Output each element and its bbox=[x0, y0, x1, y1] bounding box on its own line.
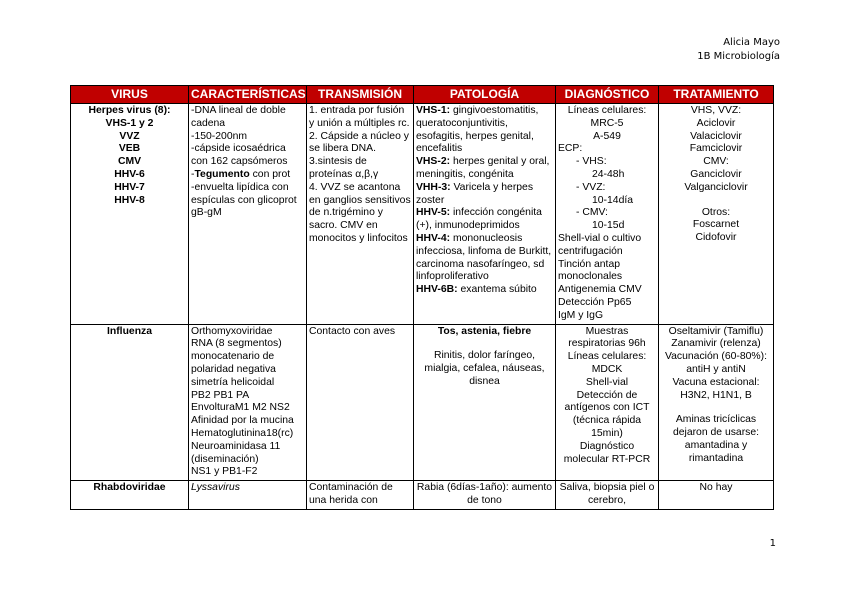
col-header-diagnostico: DIAGNÓSTICO bbox=[556, 86, 659, 104]
diag-line: A-549 bbox=[593, 130, 621, 142]
trat-line: Otros: bbox=[701, 206, 731, 218]
header-subject: 1B Microbiología bbox=[697, 51, 780, 62]
trat-line: Valganciclovir bbox=[684, 181, 748, 193]
influenza-transmision-cell: Contacto con aves bbox=[307, 324, 414, 481]
diag-vhs: - VHS: bbox=[576, 156, 607, 168]
flu-trat-line: Vacuna estacional: H3N2, H1N1, B bbox=[672, 376, 760, 401]
flu-diag-line: Líneas celulares: bbox=[567, 351, 647, 363]
influenza-caracteristicas-cell bbox=[189, 324, 307, 481]
herpes-transmision-cell bbox=[307, 104, 414, 325]
trat-line: Famciclovir bbox=[689, 143, 743, 155]
trat-line: VHS, VVZ: bbox=[690, 105, 742, 116]
herpes-trans-line: 1. entrada por fusión y unión a múltiples rc. bbox=[309, 105, 410, 129]
herpes-trans-line: 3.sintesis de proteínas α,β,γ bbox=[309, 156, 379, 180]
pat-text: mononucleosis infecciosa, linfoma de Burkitt, carcinoma nasofaríngeo, sd linfoproliferativo bbox=[416, 232, 552, 283]
pat-text: Varicela y herpes zoster bbox=[416, 181, 534, 206]
influenza-virus-cell: Influenza bbox=[71, 324, 189, 481]
flu-trat-line: Oseltamivir (Tamiflu) bbox=[668, 325, 764, 337]
herpes-char-line: -DNA lineal de doble cadena bbox=[191, 105, 286, 129]
rhabdo-caracteristicas-cell: Lyssavirus bbox=[189, 481, 307, 510]
pat-text: exantema súbito bbox=[457, 284, 537, 296]
rhabdo-tratamiento-cell: No hay bbox=[659, 481, 774, 510]
diag-line: Tinción antap monoclonales bbox=[558, 258, 623, 283]
influenza-tratamiento-cell bbox=[659, 324, 774, 481]
rhabdo-diagnostico-cell: Saliva, biopsia piel o cerebro, bbox=[556, 481, 659, 510]
flu-trat-line: Zanamivir (relenza) bbox=[671, 338, 761, 350]
pat-label: VHH-3: bbox=[416, 181, 451, 193]
rhabdo-virus-cell: Rhabdoviridae bbox=[71, 481, 189, 510]
herpes-virus-line: HHV-8 bbox=[114, 194, 145, 206]
influenza-patologia-cell bbox=[414, 324, 556, 481]
flu-pat-bold: Tos, astenia, fiebre bbox=[437, 325, 532, 337]
pat-text: gingivoestomatitis, queratoconjuntivitis, esofagitis, herpes genital, encefalitis bbox=[416, 105, 539, 155]
col-header-caracteristicas: CARACTERÍSTICAS bbox=[189, 86, 307, 104]
trat-line: CMV: bbox=[703, 156, 729, 168]
page-number: 1 bbox=[769, 538, 776, 549]
col-header-patologia: PATOLOGÍA bbox=[414, 86, 556, 104]
virus-table bbox=[70, 85, 774, 510]
herpes-char-line: -cápside icosaédrica con 162 capsómeros bbox=[191, 143, 288, 168]
herpes-trans-line: 4. VVZ se acantona en ganglios sensitivos de n.trigémino y sacro. CMV en monocitos y linfocitos bbox=[309, 181, 411, 244]
tegumento-text: con prot bbox=[249, 168, 291, 180]
herpes-virus-line: CMV bbox=[117, 156, 142, 168]
trat-line: Aciclovir bbox=[696, 117, 736, 129]
diag-line: MRC-5 bbox=[590, 117, 624, 129]
herpes-virus-line: HHV-7 bbox=[114, 181, 145, 193]
page-header bbox=[697, 36, 780, 64]
herpes-pat-entry bbox=[416, 207, 553, 233]
flu-pat-spacer bbox=[416, 338, 553, 350]
trat-line: Valaciclovir bbox=[690, 130, 742, 142]
diag-cmv: - CMV: bbox=[576, 207, 608, 219]
flu-char-line: Hematoglutinina18(rc) bbox=[191, 427, 294, 439]
herpes-tratamiento-cell bbox=[659, 104, 774, 325]
flu-trat-spacer bbox=[661, 402, 771, 414]
trat-spacer bbox=[661, 195, 771, 207]
diag-ecp: ECP: bbox=[558, 143, 583, 155]
flu-char-line: PB2 PB1 PA bbox=[191, 389, 250, 401]
herpes-patologia-cell bbox=[414, 104, 556, 325]
header-author: Alicia Mayo bbox=[723, 37, 780, 48]
table-row-rhabdo bbox=[71, 481, 774, 510]
flu-diag-line: Muestras respiratorias 96h bbox=[568, 325, 646, 350]
flu-trat-line: Vacunación (60-80%): antiH y antiN bbox=[664, 351, 768, 375]
herpes-char-tegumento: -Tegumento con prot bbox=[191, 168, 291, 180]
flu-diag-line: Detección de antígenos con ICT (técnica rápida 15min) bbox=[564, 389, 650, 439]
col-header-transmision: TRANSMISIÓN bbox=[307, 86, 414, 104]
herpes-virus-line: Herpes virus (8): bbox=[88, 105, 171, 116]
herpes-pat-entry bbox=[416, 156, 553, 182]
flu-trat-line: Aminas tricíclicas dejaron de usarse: amantadina y rimantadina bbox=[672, 414, 760, 464]
diag-line: Detección Pp65 bbox=[558, 296, 632, 308]
herpes-pat-entry bbox=[416, 284, 553, 297]
herpes-trans-line: 2. Cápside a núcleo y se libera DNA. bbox=[309, 130, 409, 155]
flu-diag-line: Shell-vial bbox=[585, 376, 629, 388]
herpes-virus-line: VHS-1 y 2 bbox=[105, 117, 154, 129]
herpes-diagnostico-cell bbox=[556, 104, 659, 325]
herpes-caracteristicas-cell bbox=[189, 104, 307, 325]
influenza-diagnostico-cell bbox=[556, 324, 659, 481]
herpes-virus-line: HHV-6 bbox=[114, 168, 145, 180]
flu-char-line: Neuroaminidasa 11 (diseminación) bbox=[191, 440, 281, 465]
col-header-virus: VIRUS bbox=[71, 86, 189, 104]
herpes-virus-line: VVZ bbox=[119, 130, 140, 142]
rhabdo-transmision-cell: Contaminación de una herida con bbox=[307, 481, 414, 510]
table-header-row bbox=[71, 86, 774, 104]
diag-vvz-time: 10-14día bbox=[592, 194, 634, 206]
herpes-pat-entry bbox=[416, 182, 553, 208]
flu-pat-text: Rinitis, dolor faríngeo, mialgia, cefalea, náuseas, disnea bbox=[424, 350, 545, 387]
rhabdo-patologia-cell: Rabia (6días-1año): aumento de tono bbox=[414, 481, 556, 510]
pat-label: HHV-6B: bbox=[416, 284, 458, 296]
table-row-influenza bbox=[71, 324, 774, 481]
pat-label: VHS-1: bbox=[416, 105, 451, 116]
herpes-char-line: -150-200nm bbox=[191, 130, 248, 142]
flu-char-line: Orthomyxoviridae bbox=[191, 325, 273, 337]
trat-line: Cidofovir bbox=[695, 232, 737, 244]
pat-label: HHV-4: bbox=[416, 232, 451, 244]
herpes-char-line: -envuelta lipídica con espículas con glicoprot gB-gM bbox=[191, 181, 297, 219]
diag-line: Antigenemia CMV bbox=[558, 284, 642, 296]
pat-text: infección congénita (+), inmunodeprimidos bbox=[416, 207, 542, 232]
trat-line: Foscarnet bbox=[692, 219, 740, 231]
herpes-pat-entry bbox=[416, 105, 553, 156]
herpes-pat-entry bbox=[416, 233, 553, 284]
pat-label: HHV-5: bbox=[416, 207, 451, 219]
herpes-virus-line: VEB bbox=[118, 143, 141, 155]
flu-char-line: EnvolturaM1 M2 NS2 bbox=[191, 402, 290, 414]
flu-char-line: RNA (8 segmentos) monocatenario de polaridad negativa bbox=[191, 338, 282, 375]
table-row-herpes bbox=[71, 104, 774, 325]
flu-char-line: simetría helicoidal bbox=[191, 376, 275, 388]
flu-char-line: NS1 y PB1-F2 bbox=[191, 466, 258, 478]
tegumento-label: Tegumento bbox=[194, 168, 250, 180]
diag-cmv-time: 10-15d bbox=[592, 220, 625, 232]
diag-line: Líneas celulares: bbox=[567, 105, 647, 116]
pat-label: VHS-2: bbox=[416, 156, 451, 168]
diag-line: IgM y IgG bbox=[558, 309, 604, 321]
flu-diag-line: MDCK bbox=[591, 363, 623, 375]
herpes-virus-cell bbox=[71, 104, 189, 325]
diag-vhs-time: 24-48h bbox=[592, 168, 625, 180]
trat-line: Ganciclovir bbox=[690, 168, 742, 180]
flu-diag-line: Diagnóstico molecular RT-PCR bbox=[563, 440, 651, 465]
diag-vvz: - VVZ: bbox=[576, 181, 606, 193]
flu-char-line: Afinidad por la mucina bbox=[191, 415, 294, 427]
col-header-tratamiento: TRATAMIENTO bbox=[659, 86, 774, 104]
diag-line: Shell-vial o cultivo centrifugación bbox=[558, 232, 642, 257]
pat-text: herpes genital y oral, meningitis, congénita bbox=[416, 156, 550, 180]
